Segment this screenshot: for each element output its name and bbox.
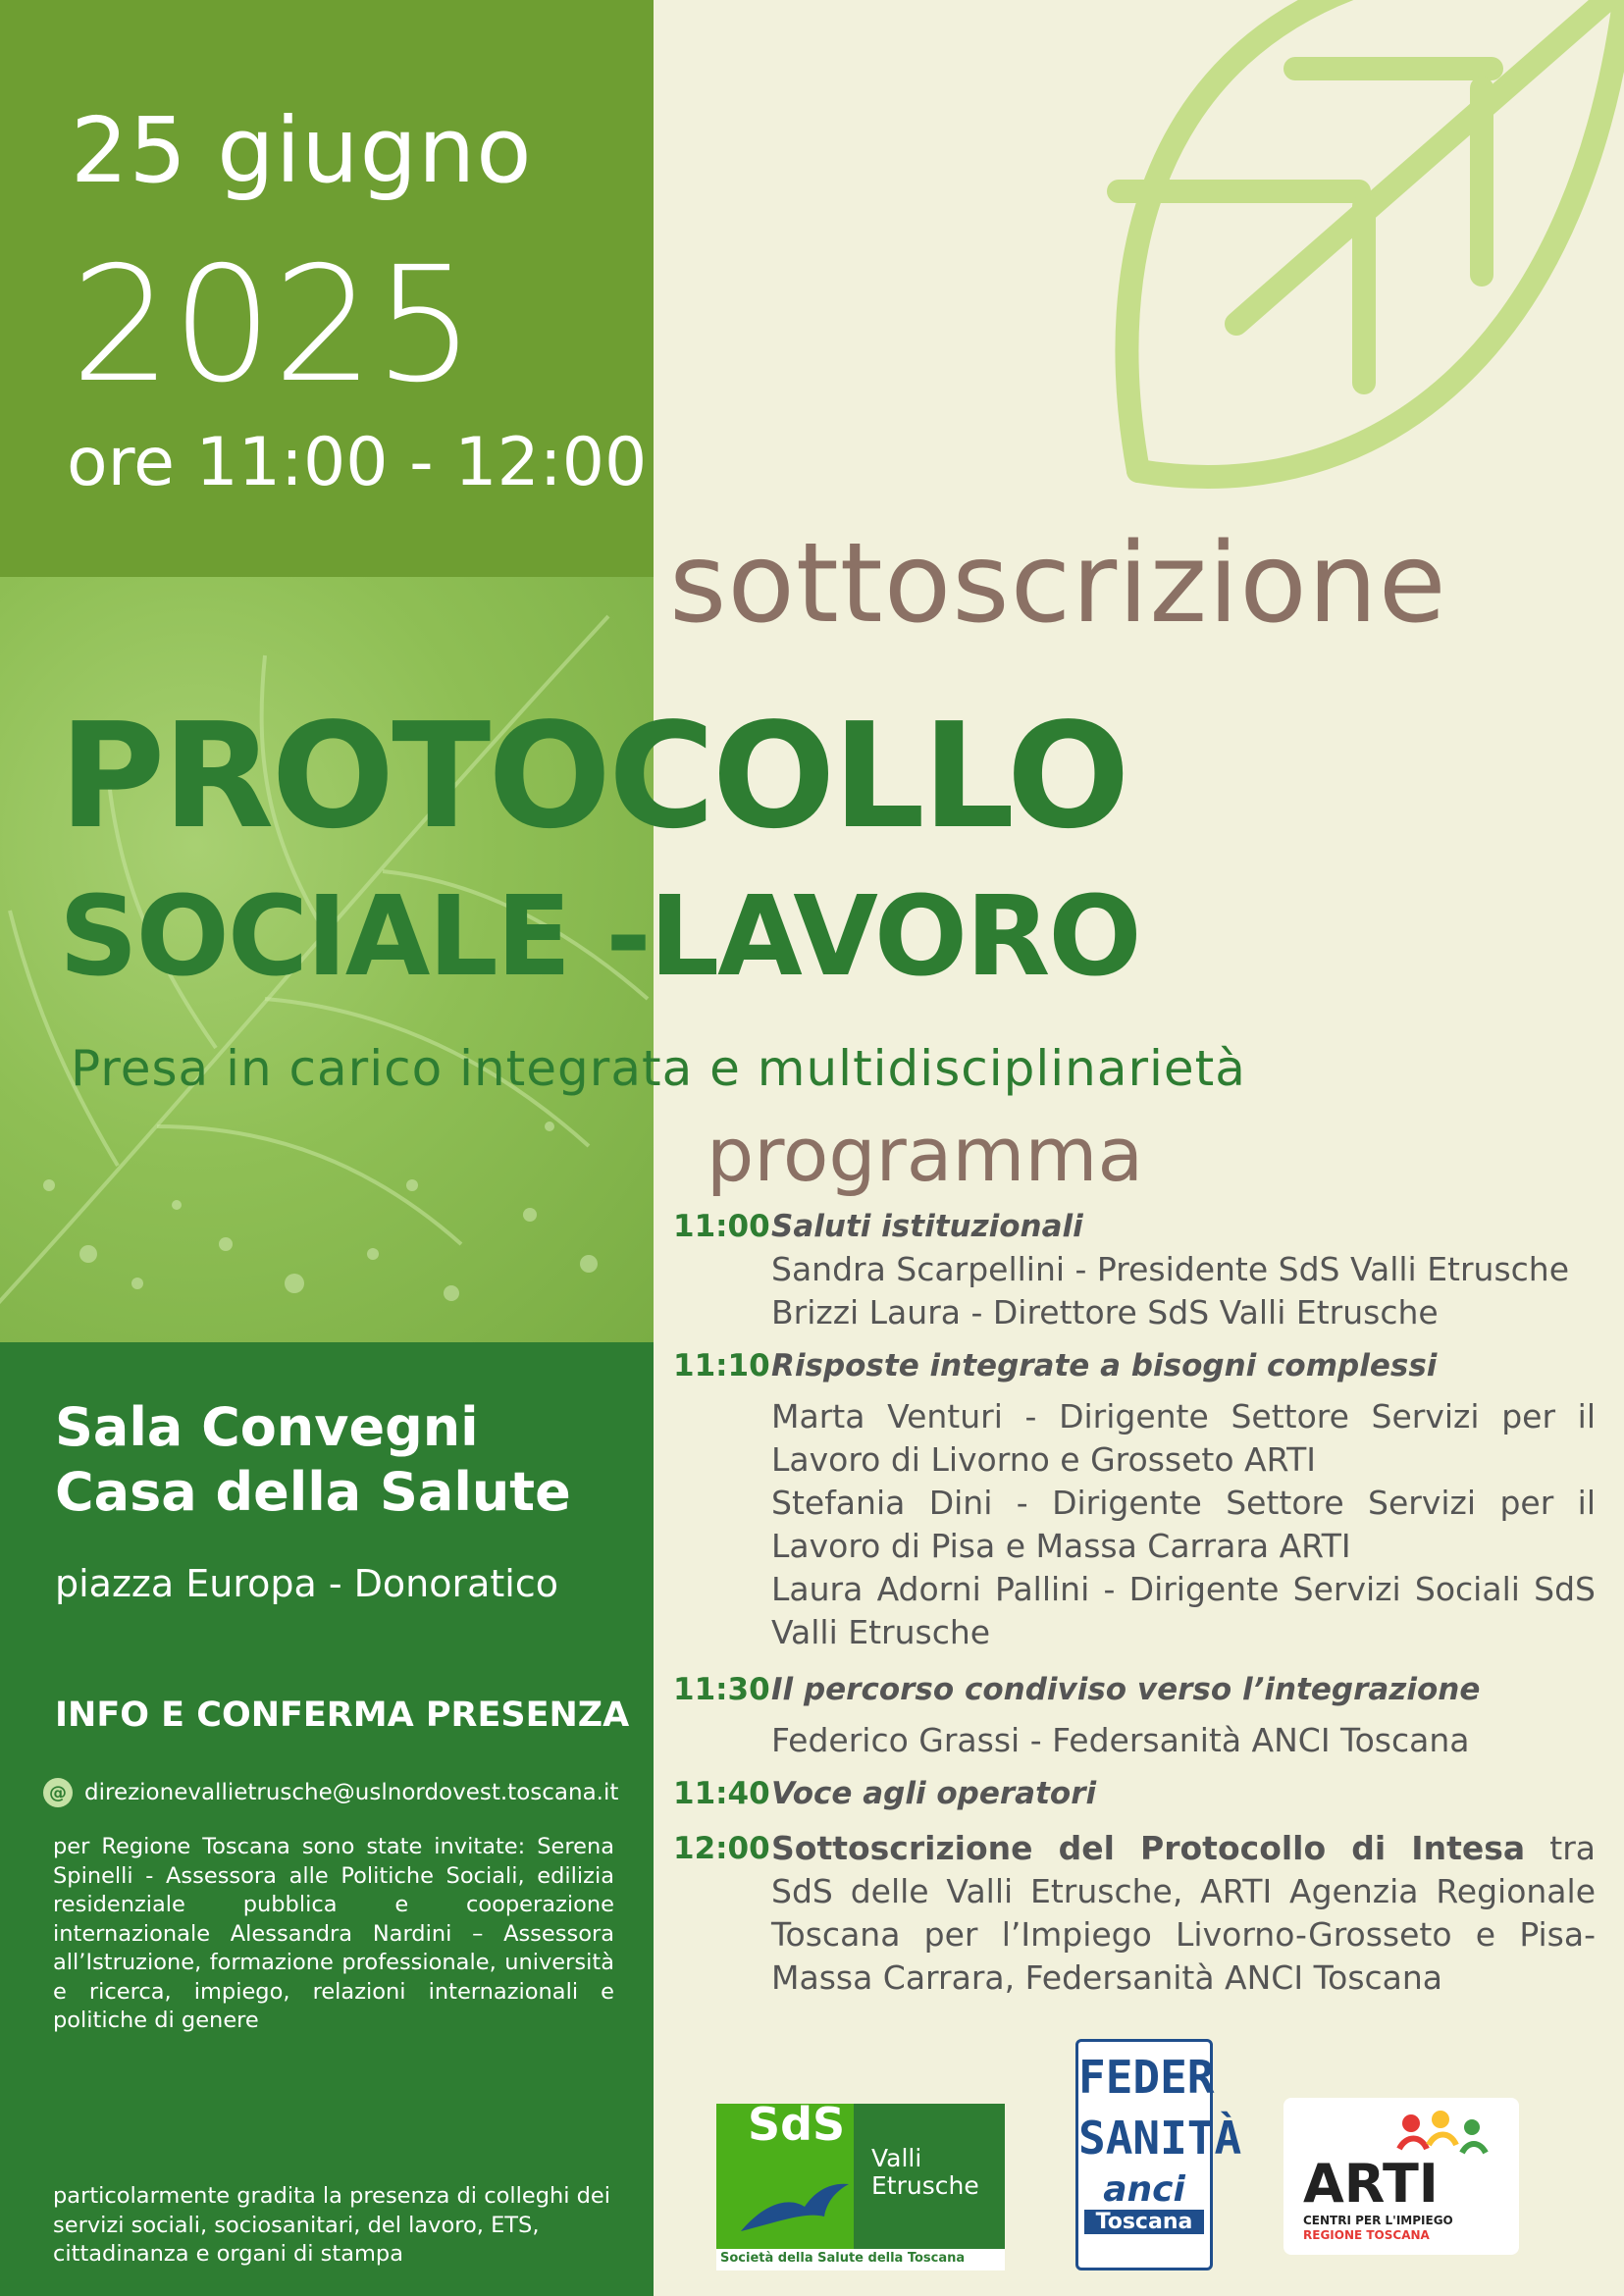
sds-footer: Società della Salute della Toscana (720, 2251, 966, 2266)
speaker: Marta Venturi - Dirigente Settore Servizi per il Lavoro di Livorno e Grosseto ARTI (771, 1397, 1596, 1479)
signing-description (771, 1827, 1596, 2000)
item-time: 11:00 (673, 1209, 770, 1244)
item-title: Il percorso condiviso verso l’integrazione (771, 1672, 1481, 1707)
sds-name (871, 2145, 979, 2200)
programme-item (673, 1827, 1596, 2000)
venue-line-2: Casa della Salute (55, 1461, 571, 1523)
title-kicker: sottoscrizione (669, 520, 1447, 648)
federsanita-logo (1075, 2039, 1242, 2270)
speaker: Sandra Scarpellini - Presidente SdS Valli Etrusche (771, 1250, 1570, 1288)
speaker: Federico Grassi - Federsanità ANCI Toscana (771, 1721, 1470, 1759)
signing-title: Sottoscrizione del Protocollo di Intesa (771, 1829, 1526, 1867)
sds-logo (716, 2098, 1005, 2270)
programme-item (673, 1772, 1596, 1815)
arti-sub-1: CENTRI PER L'IMPIEGO (1303, 2214, 1453, 2227)
fed-line-2: SANITÀ (1078, 2112, 1242, 2165)
signing-parties: tra SdS delle Valli Etrusche, ARTI Agenzia Regionale Toscana per l’Impiego Livorno-Grosseto e Pisa-Massa Carrara, Federsanità ANCI Toscana (771, 1829, 1596, 1997)
subtitle: Presa in carico integrata e multidisciplinarietà (71, 1040, 1246, 1097)
leaf-outline-icon (1079, 0, 1624, 549)
at-icon: @ (43, 1778, 73, 1807)
fed-anci: anci (1103, 2169, 1185, 2210)
item-time: 11:40 (673, 1776, 770, 1811)
welcome-text: particolarmente gradita la presenza di colleghi dei servizi sociali, sociosanitari, del lavoro, ETS, cittadinanza e organi di stampa (53, 2183, 611, 2267)
event-year: 2025 (71, 234, 476, 418)
programme-item (673, 1668, 1596, 1762)
sds-name-1: Valli (871, 2144, 922, 2172)
title-line-1: PROTOCOLLO (59, 692, 1127, 861)
speaker: Laura Adorni Pallini - Dirigente Servizi Sociali SdS Valli Etrusche (771, 1570, 1596, 1651)
programme-item (673, 1344, 1596, 1654)
arti-name: ARTI (1303, 2153, 1439, 2215)
speaker: Stefania Dini - Dirigente Settore Servizi per il Lavoro di Pisa e Massa Carrara ARTI (771, 1484, 1596, 1565)
speaker: Brizzi Laura - Direttore SdS Valli Etrusche (771, 1293, 1439, 1331)
arti-logo (1283, 2098, 1519, 2255)
fed-line-1: FEDER (1078, 2051, 1215, 2104)
programme-heading: programma (707, 1111, 1144, 1198)
item-title: Risposte integrate a bisogni complessi (771, 1348, 1438, 1383)
event-time: ore 11:00 - 12:00 (67, 424, 648, 501)
email-row[interactable] (43, 1778, 618, 1807)
contact-email[interactable]: direzionevallietrusche@uslnordovest.toscana.it (84, 1780, 619, 1805)
info-heading: INFO E CONFERMA PRESENZA (55, 1696, 630, 1735)
sds-mark: SdS (748, 2098, 846, 2151)
invited-guests-text: per Regione Toscana sono state invitate: Serena Spinelli - Assessora alle Politiche Sociali, edilizia residenziale pubblica e cooperazione internazionale Alessandra Nardini – Assessora all’Istruzione, formazione professionale, università e ricerca, impiego, relazioni internazionali e politiche di genere (53, 1834, 614, 2033)
venue-line-1: Sala Convegni (55, 1396, 479, 1458)
item-title: Voce agli operatori (771, 1776, 1097, 1811)
event-day: 25 giugno (71, 98, 533, 203)
fed-toscana: Toscana (1084, 2210, 1204, 2234)
programme-item (673, 1205, 1596, 1334)
arti-sub-2: REGIONE TOSCANA (1303, 2228, 1430, 2242)
item-time: 11:30 (673, 1672, 770, 1707)
programme-list (673, 1205, 1596, 2009)
item-time: 11:10 (673, 1348, 770, 1383)
item-time: 12:00 (673, 1831, 770, 1866)
venue-name (55, 1395, 571, 1525)
venue-address: piazza Europa - Donoratico (55, 1562, 558, 1605)
sds-name-2: Etrusche (871, 2171, 979, 2200)
pegasus-icon (736, 2163, 854, 2241)
title-line-2: SOCIALE -LAVORO (59, 873, 1140, 1001)
item-title: Saluti istituzionali (771, 1209, 1083, 1244)
